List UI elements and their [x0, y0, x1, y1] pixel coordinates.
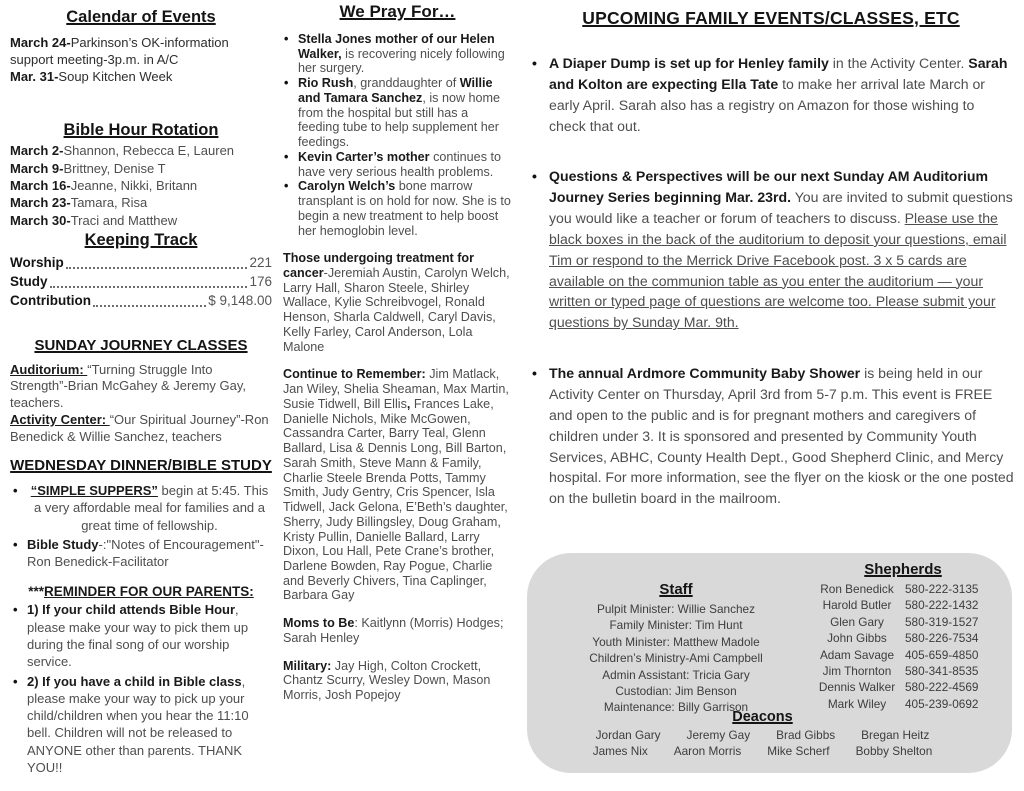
stat-label: Contribution: [10, 292, 91, 308]
shepherd-phone: 405-239-0692: [905, 696, 979, 711]
bible-hour-rotation-title: Bible Hour Rotation: [63, 121, 219, 140]
shepherd-phone: 580-226-7534: [905, 631, 979, 646]
rotation-row: March 23-Tamara, Risa: [10, 195, 148, 211]
deacons-title: Deacons: [732, 709, 793, 725]
prayer-item: • Rio Rush, granddaughter of Willie and Tamara Sanchez, is now home from the hospital but still has a feeding tube to help supplement her feedings.: [283, 76, 512, 150]
rotation-row: March 16-Jeanne, Nikki, Britann: [10, 178, 198, 194]
dot-leader: [66, 267, 248, 269]
shepherd-name: Ron Benedick: [820, 582, 894, 596]
shepherd-phone: 580-222-3135: [905, 582, 979, 596]
deacon-name: Mike Scherf: [767, 744, 830, 758]
staff-title: Staff: [659, 581, 693, 598]
staff-line: Custodian: Jim Benson: [615, 684, 737, 699]
rotation-row: March 9-Brittney, Denise T: [10, 160, 166, 176]
staff-directory-box: [527, 553, 1012, 773]
shepherd-row: [809, 597, 997, 613]
staff-line: Children’s Ministry-Ami Campbell: [589, 651, 763, 666]
keeping-track-row: [10, 273, 272, 292]
left-column: [10, 8, 272, 778]
moms-to-be: Moms to Be: Kaitlynn (Morris) Hodges; Sarah Henley: [283, 616, 504, 645]
keeping-track-row: [10, 292, 272, 311]
prayer-item: • Kevin Carter’s mother continues to have very serious health problems.: [283, 150, 512, 179]
right-column: [528, 8, 1014, 539]
middle-column: [283, 2, 512, 703]
wednesday-item: • Bible Study-:"Notes of Encouragement"-Ron Benedick-Facilitator: [10, 536, 272, 571]
stat-label: Worship: [10, 254, 64, 270]
staff-line: Maintenance: Billy Garrison: [603, 700, 749, 715]
shepherd-phone: 580-319-1527: [905, 614, 979, 629]
reminder-item: • 1) If your child attends Bible Hour, please make your way to pick them up during the final song of our worship service.: [10, 601, 272, 670]
shepherd-name: Glen Gary: [830, 614, 884, 629]
staff-line: Pulpit Minister: Willie Sanchez: [596, 602, 755, 616]
reminder-item: • 2) If you have a child in Bible class, please make your way to pick up your child/children when you hear the 11:10 bell. Children will not be released to ANYONE other than parents. THANK YOU!!: [10, 673, 272, 777]
deacon-name: Jordan Gary: [595, 728, 661, 742]
prayer-list: [283, 32, 512, 238]
prayer-item: • Stella Jones mother of our Helen Walker, is recovering nicely following her surgery.: [283, 32, 512, 76]
shepherd-name: Harold Butler: [822, 598, 892, 613]
military-list: Military: Jay High, Colton Crockett, Chantz Scurry, Wesley Down, Mason Morris, Josh Popejoy: [283, 658, 491, 703]
shepherd-row: [809, 614, 997, 630]
deacon-name: Aaron Morris: [673, 744, 742, 758]
dot-leader: [50, 286, 248, 288]
shepherd-name: Adam Savage: [819, 647, 895, 662]
deacon-name: James Nix: [592, 744, 648, 758]
we-pray-for-title: We Pray For…: [339, 2, 456, 21]
shepherd-name: Mark Wiley: [827, 696, 887, 711]
upcoming-events-title: UPCOMING FAMILY EVENTS/CLASSES, ETC: [582, 8, 960, 28]
stat-value: 176: [249, 273, 272, 289]
stat-value: 221: [249, 254, 272, 270]
stat-value: $ 9,148.00: [208, 292, 272, 308]
shepherd-phone: 405-659-4850: [905, 647, 979, 662]
wednesday-item: • “SIMPLE SUPPERS” begin at 5:45. This a very affordable meal for families and a great time of fellowship.: [10, 482, 272, 534]
deacon-name: Bregan Heitz: [861, 728, 930, 742]
shepherds-title: Shepherds: [864, 561, 942, 578]
keeping-track-row: [10, 254, 272, 273]
event-item-diaper-dump: • A Diaper Dump is set up for Henley family in the Activity Center. Sarah and Kolton are expecting Ella Tate to make her arrival late March or early April. Sarah also has a registry on Amazon for those wishing to check that out.: [528, 53, 1014, 136]
shepherd-name: Jim Thornton: [822, 664, 892, 679]
keeping-track-table: [10, 254, 272, 311]
wednesday-dinner-title: WEDNESDAY DINNER/BIBLE STUDY: [10, 457, 272, 474]
parents-reminder-list: [10, 601, 272, 776]
rotation-row: March 2-Shannon, Rebecca E, Lauren: [10, 143, 235, 159]
deacon-name: Bobby Shelton: [855, 744, 933, 758]
wednesday-list: [10, 482, 272, 570]
shepherd-row: [809, 679, 997, 695]
calendar-event: March 24-Parkinson’s OK-information support meeting-3p.m. in A/C: [10, 35, 229, 68]
journey-class-entry: Activity Center: “Our Spiritual Journey”-Ron Benedick & Willie Sanchez, teachers: [10, 412, 269, 445]
calendar-of-events-title: Calendar of Events: [66, 8, 216, 26]
calendar-event: Mar. 31-Soup Kitchen Week: [10, 69, 173, 85]
deacon-name: Brad Gibbs: [776, 728, 836, 742]
deacons-row: [527, 727, 998, 743]
shepherds-section: [809, 561, 997, 712]
shepherd-row: [809, 581, 997, 597]
shepherd-row: [809, 647, 997, 663]
deacon-name: Jeremy Gay: [686, 728, 751, 742]
upcoming-events-list: [528, 53, 1014, 509]
cancer-treatment-list: Those undergoing treatment for cancer-Jeremiah Austin, Carolyn Welch, Larry Hall, Sharon Steele, Shirley Wallace, Kylie Schreibvogel, Ronald Henson, Sharla Caldwell, Caryl Davis, Kelly Farley, Carol Anderson, Lola Malone: [283, 251, 510, 354]
staff-line: Family Minister: Tim Hunt: [609, 618, 743, 633]
shepherd-phone: 580-341-8535: [905, 664, 979, 679]
journey-class-entry: Auditorium: “Turning Struggle Into Strength”-Brian McGahey & Jeremy Gay, teachers.: [10, 361, 247, 411]
staff-line: Admin Assistant: Tricia Gary: [602, 667, 750, 682]
continue-to-remember-list: Continue to Remember: Jim Matlack, Jan Wiley, Shelia Sheaman, Max Martin, Susie Tidwell, Bill Ellis, Frances Lake, Danielle Nichols, Mike McGowen, Cassandra Carter, Barry Teal, Glenn Ballard, Lisa & Dennis Long, Bill Barton, Sarah Smith, Steve Mann & Family, Charlie Steele Brenda Potts, Tammy Smith, Judy Gentry, Cris Spencer, Isla Tidwell, Jack Gelona, E’Beth’s daughter, Sherry, Judy Billingsley, Doug Graham, Kristy Pullin, Danielle Ballard, Larry Dixon, Lou Hall, Pete Crane’s brother, Darlene Bowden, Ray Pogue, Charlie and Beverly Chivers, Tina Caplinger, Barbara Gay: [283, 367, 509, 603]
shepherd-name: Dennis Walker: [818, 680, 896, 695]
keeping-track-title: Keeping Track: [84, 230, 198, 249]
parents-reminder-title: ***REMINDER FOR OUR PARENTS:: [28, 584, 254, 600]
shepherd-phone: 580-222-1432: [905, 598, 979, 613]
stat-label: Study: [10, 273, 48, 289]
deacons-section: [527, 709, 998, 759]
shepherd-row: [809, 663, 997, 679]
event-item-baby-shower: • The annual Ardmore Community Baby Shower is being held in our Activity Center on Thursday, April 3rd from 5-7 p.m. This event is FREE and open to the public and is for pregnant mothers and caregivers of children under 3. It is sponsored and presented by Community Youth Services, ABHC, County Health Dept., Good Shepherd Clinic, and Mercy hospital. For more information, see the flyer on the kiosk or the one posted on the bulletin board in the mailroom.: [528, 363, 1014, 509]
deacons-row: [527, 743, 998, 759]
shepherd-phone: 580-222-4569: [905, 680, 979, 695]
rotation-row: March 30-Traci and Matthew: [10, 212, 178, 228]
shepherd-row: [809, 630, 997, 646]
shepherd-name: John Gibbs: [827, 631, 887, 646]
sunday-journey-title: SUNDAY JOURNEY CLASSES: [34, 336, 248, 354]
staff-line: Youth Minister: Matthew Madole: [592, 634, 760, 649]
prayer-item: • Carolyn Welch’s bone marrow transplant is on hold for now. She is to begin a new treatment to help boost her hemoglobin level.: [283, 179, 512, 238]
dot-leader: [93, 305, 206, 307]
staff-section: [551, 581, 801, 716]
event-item-questions-perspectives: • Questions & Perspectives will be our next Sunday AM Auditorium Journey Series beginning Mar. 23rd. You are invited to submit questions you would like a teacher or forum of teachers to discuss. Please use the black boxes in the back of the auditorium to deposit your questions, email Tim or respond to the Merrick Drive Facebook post. 3 x 5 cards are available on the communion table as you enter the auditorium — your written or typed page of questions are welcome too. Please submit your questions by Sunday Mar. 9th.: [528, 166, 1014, 333]
